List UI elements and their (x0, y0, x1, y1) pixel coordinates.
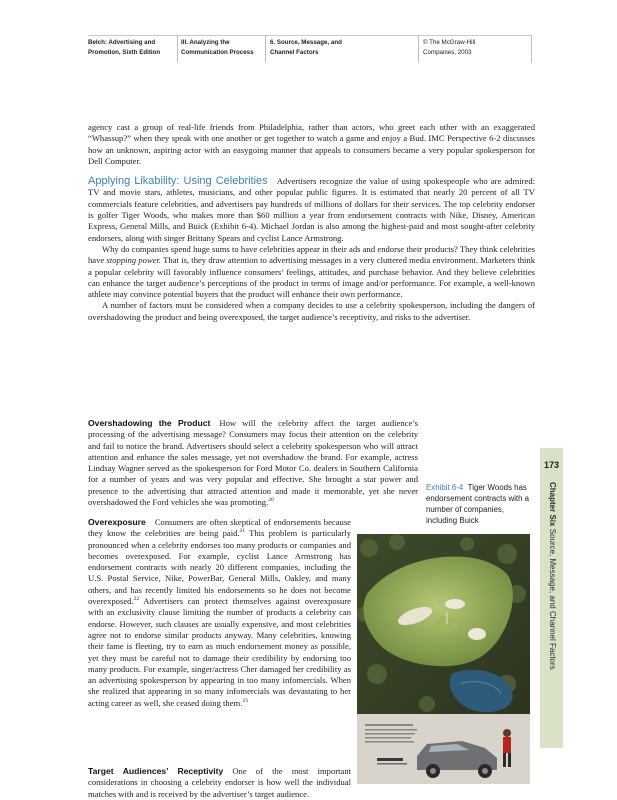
header-divider (418, 35, 419, 63)
target-block (88, 766, 351, 800)
overshadow-block (88, 418, 418, 508)
header-divider (265, 35, 266, 63)
exhibit-caption (426, 482, 536, 526)
stopping-power-term: stopping power. (106, 255, 162, 266)
overexposure-block (88, 517, 351, 709)
celebrity-text: Advertisers recognize the value of using spokespeople who are admired: TV and movie stars, athletes, musicians, and other popular public figures. It is estimated that nearly 20 percent of all TV commercials feature celebrities, and advertisers pay hundreds of millions of dollars for their services. The top celebrity endorser is golfer Tiger Woods, who makes more than $60 million a year from endorsement contracts with Nike, Disney, American Express, General Mills, and Buick (Exhibit 6-4). Michael Jordan is also among the highest-paid and most sought-after celebrity endorsers, along with singer Brittany Spears and cyclist Lance Armstrong. (88, 176, 536, 243)
celebrity-paragraph (88, 176, 535, 244)
overshadow-heading: Overshadowing the Product (88, 418, 211, 428)
footnote-ref: 22 (133, 596, 140, 603)
target-paragraph: Target Audiences’ Receptivity One of the most important considerations in choosing a celebrity endorser is how well the individual matches with and is received by the advertiser’s target audience. (88, 766, 351, 799)
body-top (88, 122, 535, 323)
chapter-label: Chapter Six (548, 482, 557, 527)
factors-paragraph: A number of factors must be considered when a company decides to use a celebrity spokesperson, including the dangers of overshadowing the product and being overexposed, the target audience’s receptivity, and risks to the advertiser. (88, 300, 535, 322)
stopping-power-paragraph: Why do companies spend huge sums to have celebrities appear in their ads and endorse their products? They think celebrities have stopping power. That is, they draw attention to advertising messages in a very cluttered media environment. Marketers think a popular celebrity will favorably influence consumers’ feelings, attitudes, and purchase behavior. And they believe celebrities can enhance the target audience’s perceptions of the product in terms of image and/or performance. For example, a well-known athlete may convince potential buyers that the product will enhance their own performance. (88, 243, 535, 300)
buick-ad-image (357, 534, 530, 784)
page-number: 173 (543, 460, 560, 470)
chapter-title: Source, Message, and Channel Factors (548, 528, 557, 670)
overexposure-heading: Overexposure (88, 517, 146, 527)
footnote-ref: 20 (268, 497, 274, 504)
header-part: III. Analyzing the Communication Process (181, 39, 254, 56)
exhibit-label: Exhibit 6-4 (426, 483, 464, 492)
intro-paragraph: agency cast a group of real-life friends from Philadelphia, rather than actors, who greet each other with an exaggerated “Whassup?” when they speak with one another or get together to watch a game and enjoy a Bud. IMC Perspective 6-2 discusses how an unknown, aspiring actor with an easygoing manner that appeals to consumers became a very popular spokesperson for Dell Computer. (88, 122, 535, 166)
section-heading: Applying Likability: Using Celebrities (88, 175, 268, 188)
footnote-ref: 23 (242, 697, 248, 704)
footnote-ref: 21 (239, 528, 246, 535)
overexposure-paragraph: Overexposure Consumers are often skeptical of endorsements because they know the celebrities are being paid.$^{21}$ This problem is particularly pronounced when a celebrity endorses too many products or companies and becomes overexposed. For example, cyclist Lance Armstrong has endorsement contracts with nearly 20 different companies, including the U.S. Postal Service, Nike, PowerBar, General Mills, Oakley, and many others, and has recently limited his endorsements so he does not become overexposed.$^{22}$ Advertisers can protect themselves against overexposure with an exclusivity clause limiting the number of products a celebrity can endorse. However, such clauses are usually expensive, and most celebrities agree not to endorse similar products anyway. Many celebrities, knowing their fame is fleeting, try to earn as much endorsement money as possible, yet they must be careful not to damage their credibility by endorsing too many products. For example, singer/actress Cher damaged her credibility as an advertising spokesperson by appearing in too many infomercials. When she realized that appearing in so many infomercials was devastating to her acting career as well, she ceased doing them.$^{23}$ (88, 517, 351, 708)
header-book-title: Belch: Advertising and Promotion, Sixth Edition (88, 39, 161, 56)
header-chapter: 6. Source, Message, and Channel Factors (270, 39, 342, 56)
chapter-running-title (545, 482, 559, 742)
overshadow-paragraph: Overshadowing the Product How will the celebrity affect the target audience’s processing of the advertising message? Consumers may focus their attention on the celebrity and fail to notice the brand. Advertisers should select a celebrity spokesperson who will attract attention and enhance the sales message, yet not overshadow the brand. For example, actress Lindsay Wagner served as the spokesperson for Ford Motor Co. dealers in Southern California for a number of years and was very popular and effective. She brought a star power and presence to the advertising that attracted attention and made it memorable, yet she never overshadowed the Ford vehicles she was promoting.$^{20}$ (88, 418, 419, 508)
exhibit-caption-text: Tiger Woods has endorsement contracts with a number of companies, including Buick (426, 483, 530, 525)
header-copyright: © The McGraw-Hill Companies, 2003 (423, 39, 476, 56)
golf-course-ad-illustration (357, 534, 530, 784)
header-divider (177, 35, 178, 63)
header-rule (88, 35, 532, 36)
target-heading: Target Audiences’ Receptivity (88, 766, 224, 776)
header-divider (531, 35, 532, 63)
